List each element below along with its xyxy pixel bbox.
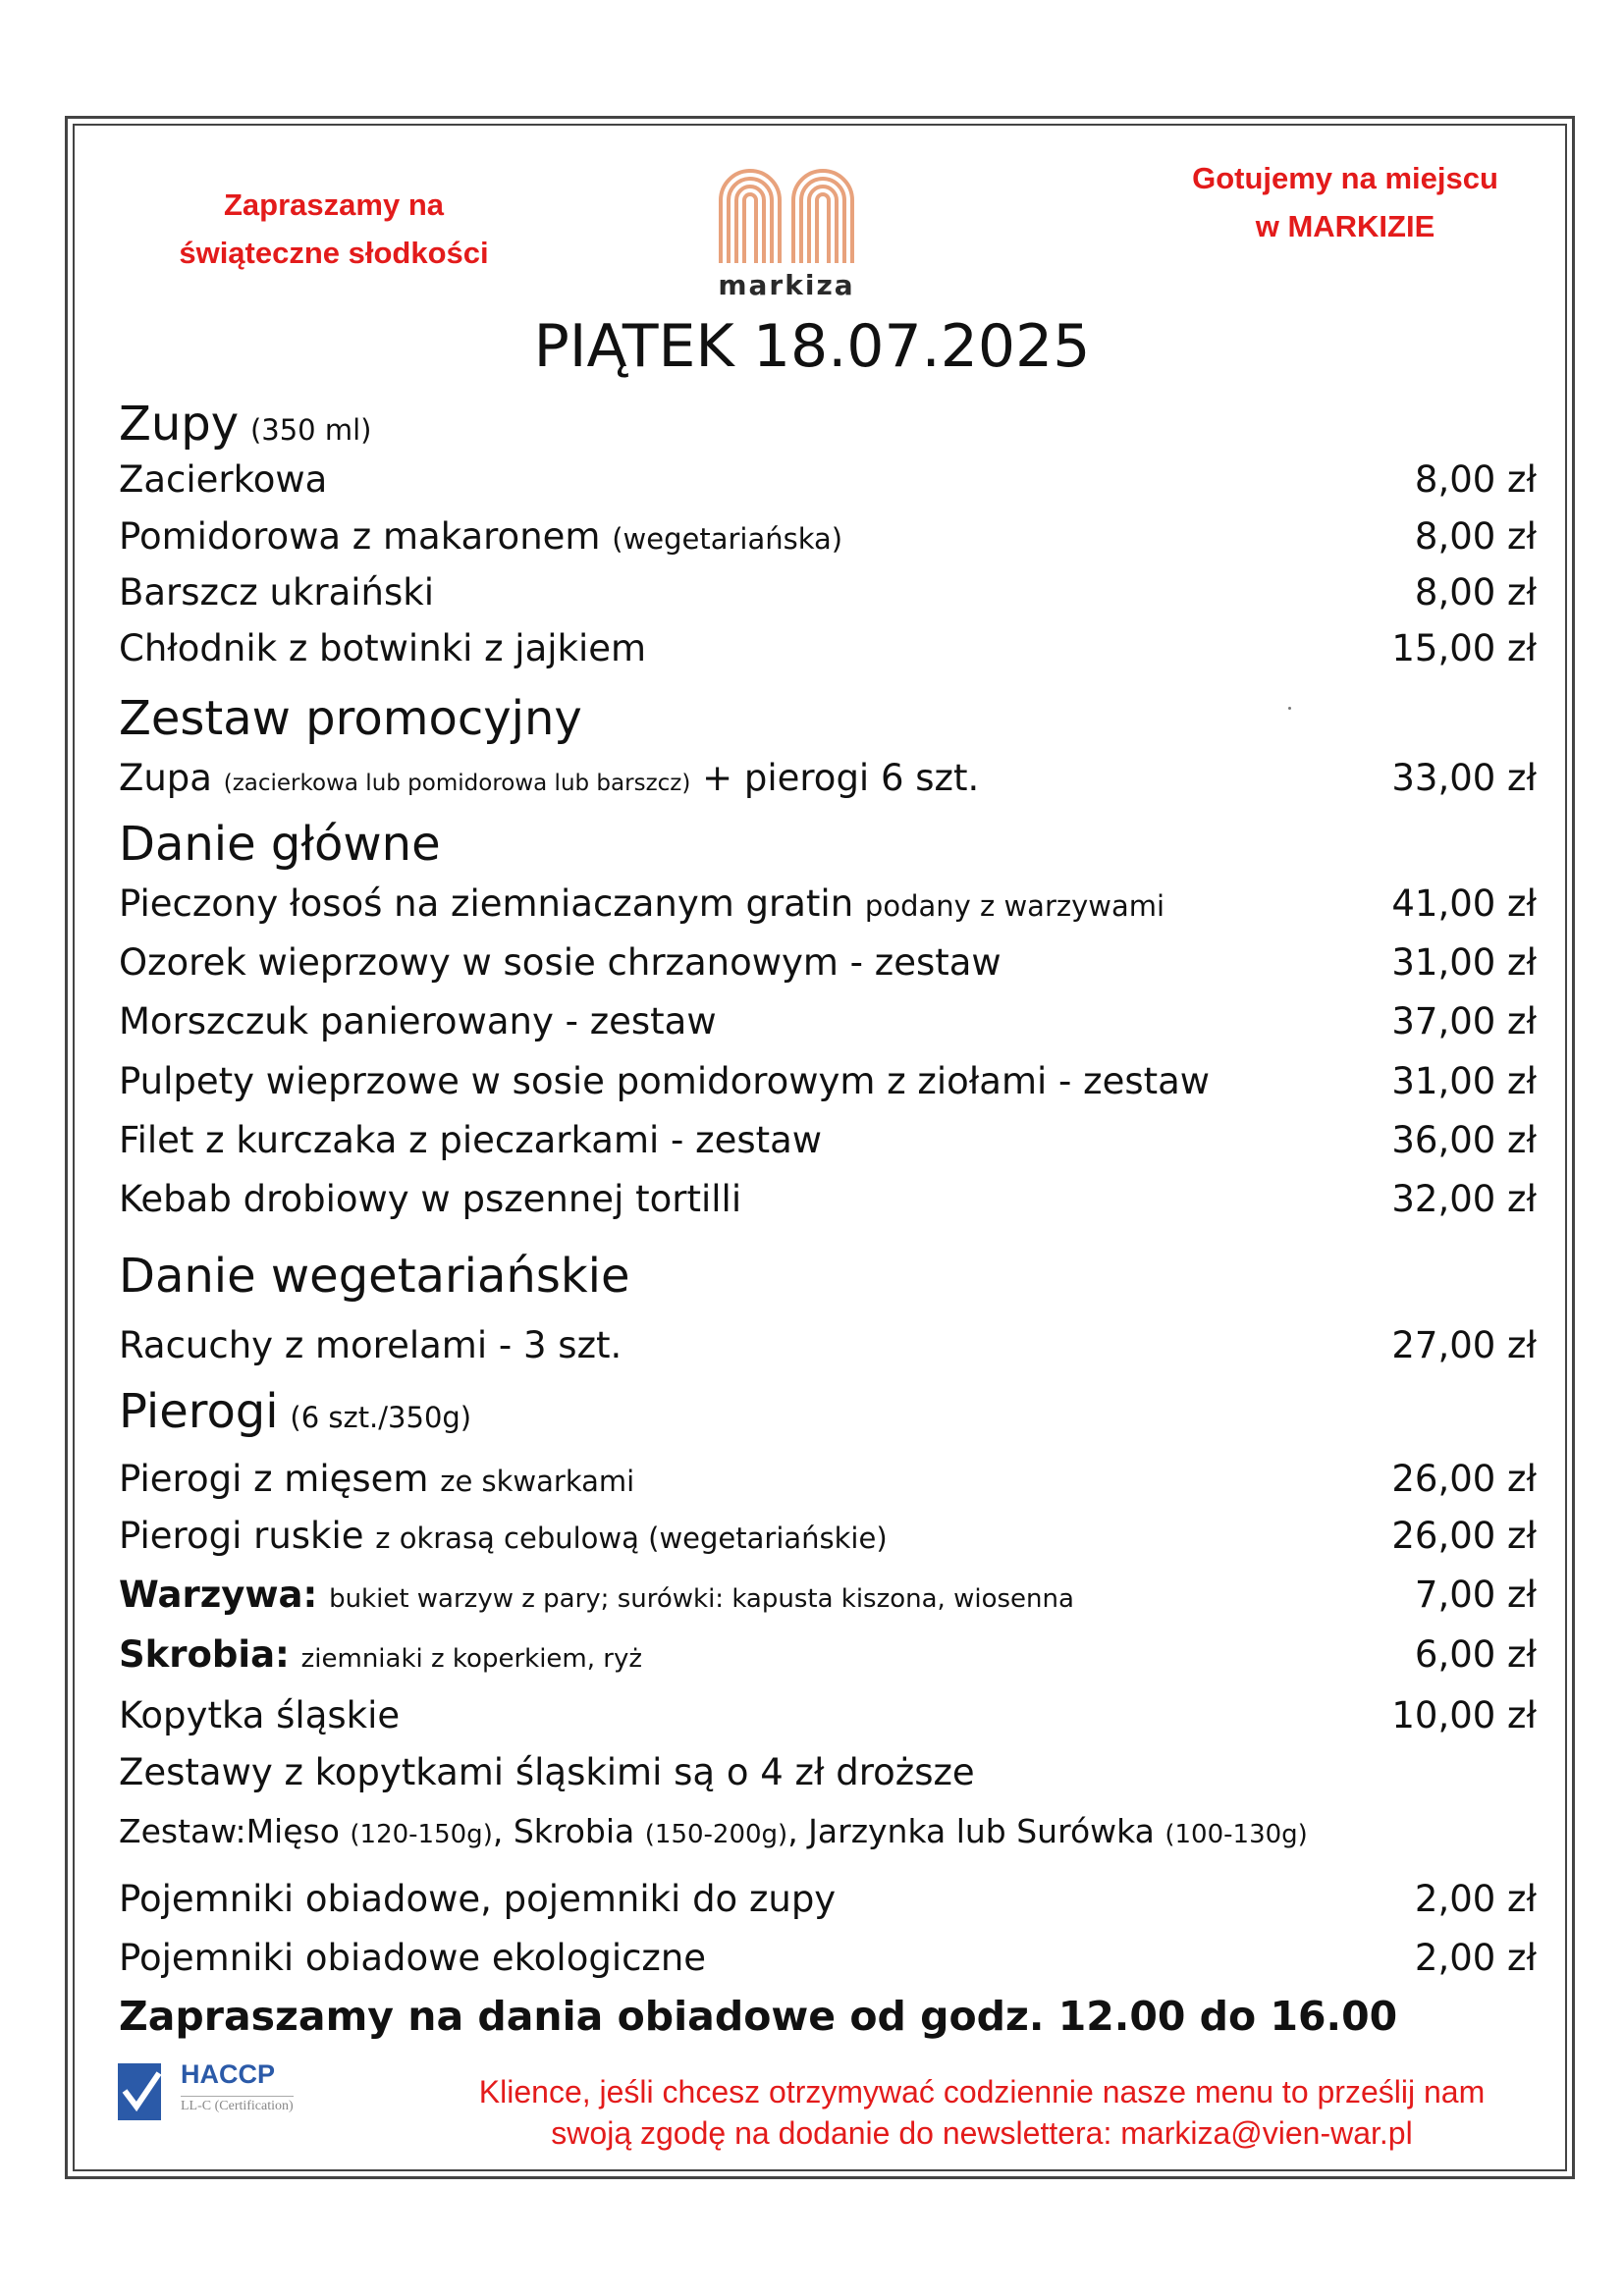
zestaw-def-part1: Zestaw:Mięso <box>119 1811 340 1850</box>
item-price: 31,00 zł <box>1391 1059 1537 1102</box>
heading-zestaw: Zestaw promocyjny <box>119 691 582 746</box>
section-heading-zupy <box>119 393 1537 455</box>
newsletter-note <box>412 2071 1551 2154</box>
page-title: PIĄTEK 18.07.2025 <box>533 312 1091 381</box>
item-name: Pomidorowa z makaronem <box>119 514 601 558</box>
item-price: 36,00 zł <box>1391 1118 1537 1161</box>
menu-item-warzywa <box>119 1565 1537 1624</box>
menu-item-pojemniki-eko <box>119 1928 1537 1987</box>
newsletter-line1: Klience, jeśli chcesz otrzymywać codziennie nasze menu to prześlij nam <box>478 2074 1486 2109</box>
item-price: 26,00 zł <box>1391 1514 1537 1557</box>
promo-cooking <box>1149 154 1542 250</box>
item-note: ze skwarkami <box>440 1464 635 1498</box>
item-price: 8,00 zł <box>1414 570 1537 614</box>
item-price: 7,00 zł <box>1414 1573 1537 1616</box>
item-name: Pojemniki obiadowe ekologiczne <box>119 1936 707 1979</box>
item-name: Kopytka śląskie <box>119 1693 401 1736</box>
item-suffix: + pierogi 6 szt. <box>702 756 980 799</box>
section-heading-glowne <box>119 813 1537 876</box>
item-name: Morszczuk panierowany - zestaw <box>119 999 717 1042</box>
item-name: Pierogi z mięsem <box>119 1457 429 1500</box>
item-note: ziemniaki z koperkiem, ryż <box>300 1643 642 1674</box>
zestaw-def-part2: , Skrobia <box>492 1811 635 1850</box>
zestaw-def-part2-note: (150-200g) <box>644 1819 788 1849</box>
item-price: 15,00 zł <box>1391 626 1537 669</box>
item-note: (wegetariańska) <box>612 521 843 556</box>
item-name: Chłodnik z botwinki z jajkiem <box>119 626 647 669</box>
promo-cooking-line2: w MARKIZIE <box>1255 209 1435 243</box>
item-price: 6,00 zł <box>1414 1632 1537 1676</box>
heading-wege: Danie wegetariańskie <box>119 1249 630 1304</box>
menu-item <box>119 1506 1537 1565</box>
haccp-title: HACCP <box>181 2059 276 2089</box>
menu-item <box>119 933 1537 991</box>
menu-item <box>119 450 1537 508</box>
kopytka-note-text: Zestawy z kopytkami śląskimi są o 4 zł droższe <box>119 1750 975 1793</box>
item-name: Pieczony łosoś na ziemniaczanym gratin <box>119 881 854 925</box>
item-price: 2,00 zł <box>1414 1877 1537 1920</box>
menu-item <box>119 991 1537 1050</box>
menu-item-skrobia <box>119 1625 1537 1683</box>
zestaw-def-part1-note: (120-150g) <box>350 1819 493 1849</box>
item-price: 37,00 zł <box>1391 999 1537 1042</box>
item-price: 32,00 zł <box>1391 1177 1537 1220</box>
section-heading-pierogi <box>119 1380 1537 1443</box>
promo-cooking-line1: Gotujemy na miejscu <box>1192 161 1498 195</box>
menu-item <box>119 874 1537 933</box>
item-name: Kebab drobiowy w pszennej tortilli <box>119 1177 742 1220</box>
item-note: (zacierkowa lub pomidorowa lub barszcz) <box>223 770 691 796</box>
promo-sweets <box>147 181 520 277</box>
menu-item <box>119 1169 1537 1228</box>
item-price: 27,00 zł <box>1391 1323 1537 1366</box>
menu-item <box>119 1315 1537 1374</box>
item-price: 8,00 zł <box>1414 457 1537 501</box>
menu-item <box>119 618 1537 677</box>
item-price: 41,00 zł <box>1391 881 1537 925</box>
heading-pierogi: Pierogi <box>119 1384 279 1439</box>
promo-sweets-line1: Zapraszamy na <box>224 187 444 222</box>
menu-item <box>119 562 1537 621</box>
zestaw-def-part3: , Jarzynka lub Surówka <box>787 1811 1155 1850</box>
item-name: Ozorek wieprzowy w sosie chrzanowym - zestaw <box>119 940 1001 984</box>
item-note: podany z warzywami <box>864 888 1165 923</box>
logo-wordmark: markiza <box>718 269 855 301</box>
item-price: 31,00 zł <box>1391 940 1537 984</box>
menu-item-kopytka <box>119 1685 1537 1744</box>
item-name: Pulpety wieprzowe w sosie pomidorowym z ziołami - zestaw <box>119 1059 1211 1102</box>
haccp-check-icon <box>116 2061 165 2122</box>
section-heading-zestaw <box>119 687 1537 750</box>
kopytka-note <box>119 1742 1537 1801</box>
item-name: Filet z kurczaka z pieczarkami - zestaw <box>119 1118 823 1161</box>
zestaw-definition <box>119 1801 1537 1860</box>
promo-sweets-line2: świąteczne słodkości <box>179 236 489 270</box>
item-price: 8,00 zł <box>1414 514 1537 558</box>
item-price: 26,00 zł <box>1391 1457 1537 1500</box>
item-name: Racuchy z morelami - 3 szt. <box>119 1323 623 1366</box>
item-name: Barszcz ukraiński <box>119 570 434 614</box>
opening-hours: Zapraszamy na dania obiadowe od godz. 12.00 do 16.00 <box>119 1993 1398 2040</box>
item-name: Pojemniki obiadowe, pojemniki do zupy <box>119 1877 837 1920</box>
markiza-logo-icon <box>713 163 860 265</box>
menu-item <box>119 507 1537 565</box>
haccp-badge <box>116 2059 332 2128</box>
heading-zupy-note: (350 ml) <box>249 413 372 447</box>
heading-pierogi-note: (6 szt./350g) <box>290 1401 472 1434</box>
menu-item <box>119 1110 1537 1169</box>
section-heading-wege <box>119 1245 1537 1308</box>
heading-glowne: Danie główne <box>119 817 441 872</box>
item-label: Warzywa: <box>119 1573 318 1616</box>
menu-item <box>119 1449 1537 1508</box>
item-name: Pierogi ruskie <box>119 1514 364 1557</box>
item-name: Zupa <box>119 756 212 799</box>
menu-item-pojemniki <box>119 1869 1537 1928</box>
menu-item <box>119 748 1537 807</box>
haccp-subtitle: LL-C (Certification) <box>181 2096 294 2114</box>
markiza-logo <box>713 163 860 301</box>
zestaw-def-part3-note: (100-130g) <box>1164 1819 1308 1849</box>
item-label: Skrobia: <box>119 1632 290 1676</box>
item-price: 2,00 zł <box>1414 1936 1537 1979</box>
newsletter-line2: swoją zgodę na dodanie do newslettera: markiza@vien-war.pl <box>551 2115 1413 2151</box>
item-note: bukiet warzyw z pary; surówki: kapusta kiszona, wiosenna <box>329 1583 1074 1614</box>
menu-item <box>119 1051 1537 1110</box>
item-price: 33,00 zł <box>1391 756 1537 799</box>
item-name: Zacierkowa <box>119 457 328 501</box>
item-note: z okrasą cebulową (wegetariańskie) <box>375 1521 888 1555</box>
heading-zupy: Zupy <box>119 397 240 452</box>
item-price: 10,00 zł <box>1391 1693 1537 1736</box>
